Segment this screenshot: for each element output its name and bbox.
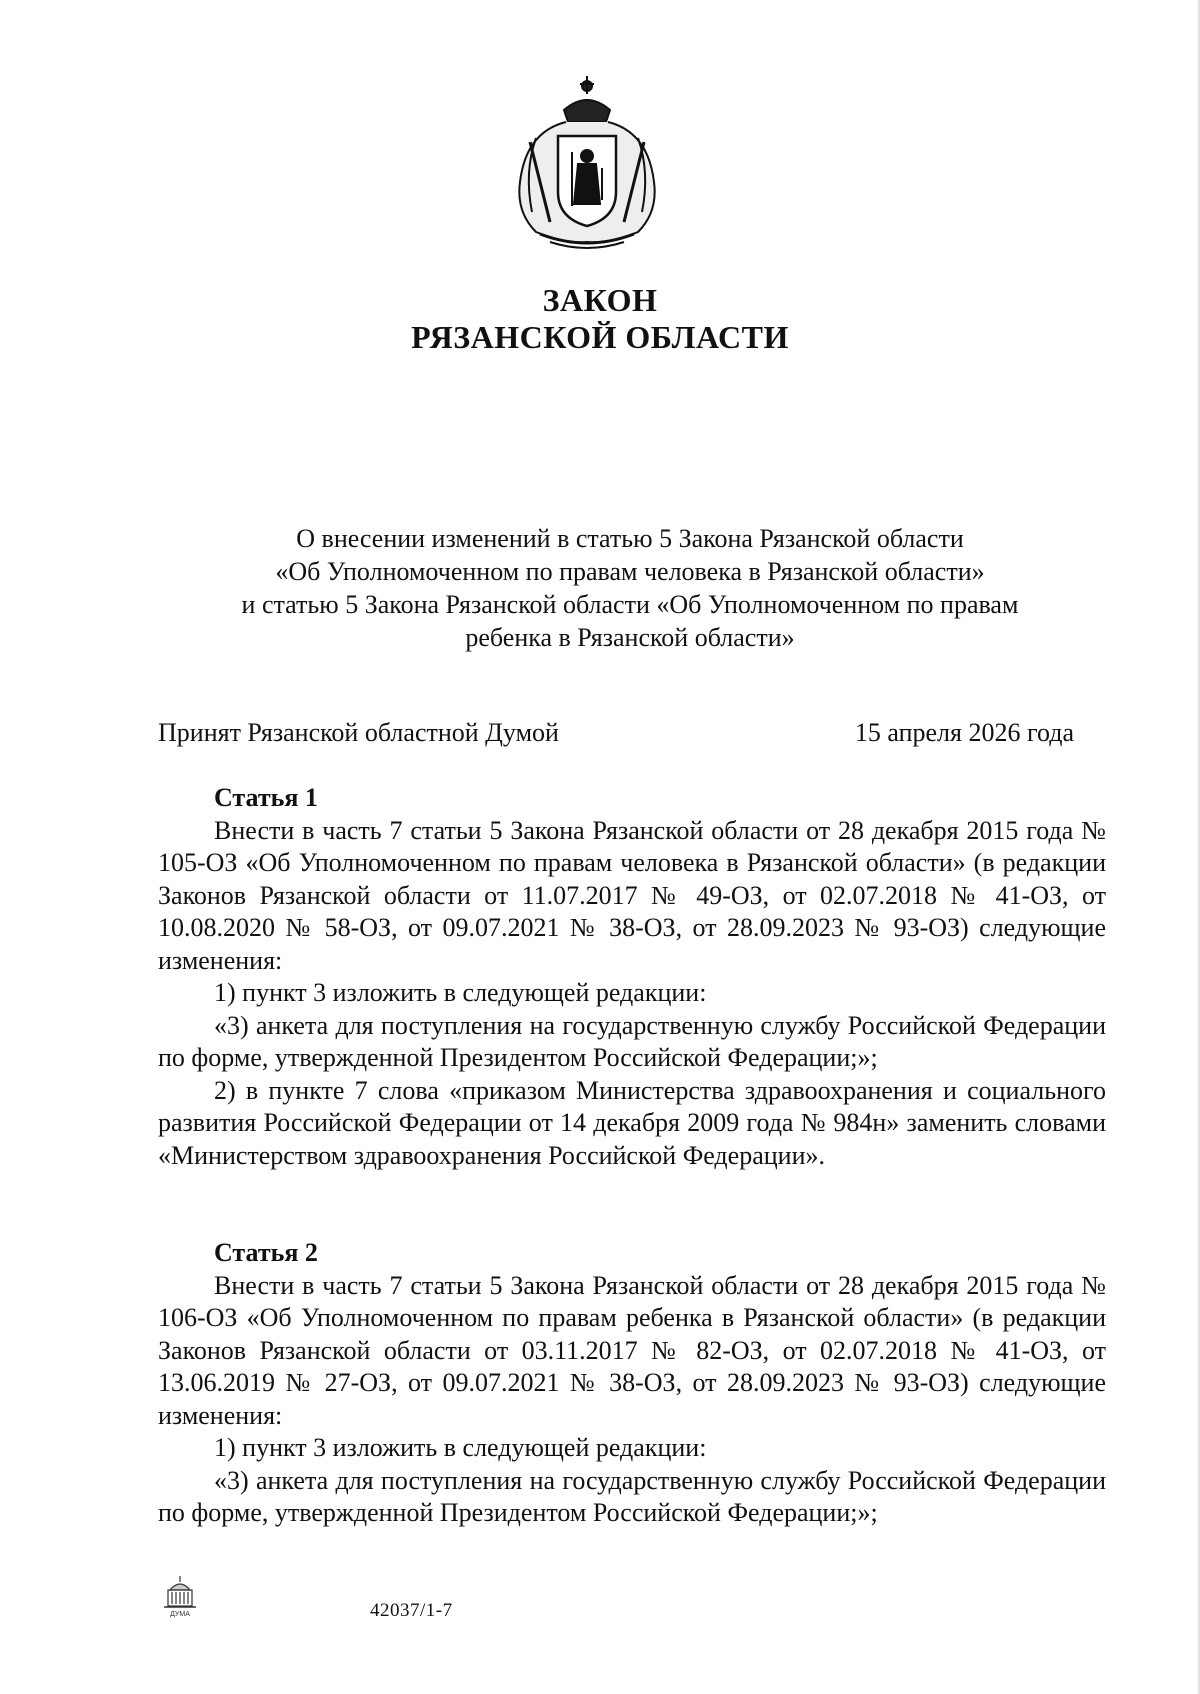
law-subject (160, 522, 1100, 654)
article-paragraph: 1) пункт 3 изложить в следующей редакции: (214, 1433, 707, 1462)
article-paragraph: 1) пункт 3 изложить в следующей редакции: (214, 978, 707, 1007)
article-paragraph: «3) анкета для поступления на государственную службу Российской Федерации по форме, утвержденной Президентом Российской Федерации;»; (158, 1465, 1106, 1527)
article-heading: Статья 1 (214, 783, 318, 812)
article-1 (158, 782, 1106, 1172)
subject-line: ребенка в Рязанской области» (465, 623, 795, 652)
subject-line: О внесении изменений в статью 5 Закона Рязанской области (296, 524, 964, 553)
adopted-by: Принят Рязанской областной Думой (158, 718, 559, 747)
document-title-region: РЯЗАНСКОЙ ОБЛАСТИ (411, 319, 789, 355)
article-2 (158, 1237, 1106, 1530)
adoption-date: 15 апреля 2026 года (854, 718, 1074, 747)
ryazan-coat-of-arms-icon (506, 72, 668, 252)
article-paragraph: Внести в часть 7 статьи 5 Закона Рязанской области от 28 декабря 2015 года № 105-ОЗ «Об Уполномоченном по правам человека в Рязанской области» (в редакции Законов Рязанской области от 11.07.2017 № 49-ОЗ, от 02.07.2018 № 41-ОЗ, от 10.08.2020 № 58-ОЗ, от 09.07.2021 № 38-ОЗ, от 28.09.2023 № 93-ОЗ) следующие изменения: (158, 815, 1106, 975)
subject-line: и статью 5 Закона Рязанской области «Об Уполномоченном по правам (241, 590, 1019, 619)
document-code: 42037/1-7 (370, 1600, 453, 1621)
footer-logo-text: ДУМА (170, 1611, 190, 1618)
article-paragraph: Внести в часть 7 статьи 5 Закона Рязанской области от 28 декабря 2015 года № 106-ОЗ «Об Уполномоченном по правам ребенка в Рязанской области» (в редакции Законов Рязанской области от 03.11.2017 № 82-ОЗ, от 02.07.2018 № 41-ОЗ, от 13.06.2019 № 27-ОЗ, от 09.07.2021 № 38-ОЗ, от 28.09.2023 № 93-ОЗ) следующие изменения: (158, 1270, 1106, 1430)
document-title: ЗАКОН (542, 282, 658, 318)
article-paragraph: 2) в пункте 7 слова «приказом Министерства здравоохранения и социального развития Российской Федерации от 14 декабря 2009 года № 984н» заменить словами «Министерством здравоохранения Российской Федерации». (158, 1075, 1106, 1170)
subject-line: «Об Уполномоченном по правам человека в Рязанской области» (275, 557, 985, 586)
article-paragraph: «3) анкета для поступления на государственную службу Российской Федерации по форме, утвержденной Президентом Российской Федерации;»; (158, 1010, 1106, 1072)
duma-building-logo-icon (160, 1574, 200, 1618)
article-heading: Статья 2 (214, 1238, 318, 1267)
